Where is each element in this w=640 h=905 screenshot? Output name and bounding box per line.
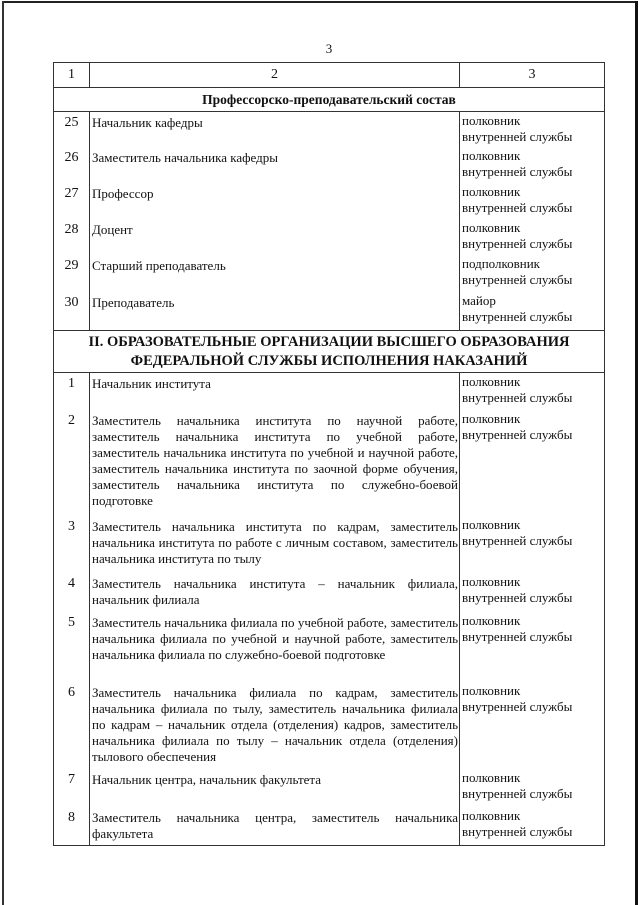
position-title: Начальник института	[90, 372, 460, 410]
table-row	[54, 807, 605, 845]
rank-service: внутренней службы	[462, 590, 573, 605]
rank-service: внутренней службы	[462, 129, 573, 144]
section-title-line-2: ФЕДЕРАЛЬНОЙ СЛУЖБЫ ИСПОЛНЕНИЯ НАКАЗАНИЙ	[130, 352, 528, 369]
section-heading-staff	[54, 88, 605, 112]
special-rank	[460, 769, 605, 807]
column-header-3: 3	[460, 63, 605, 88]
row-number: 3	[54, 516, 90, 573]
column-header-1: 1	[54, 63, 90, 88]
rank-name: полковник	[462, 184, 521, 199]
special-rank	[460, 807, 605, 845]
special-rank	[460, 183, 605, 219]
position-title: Начальник кафедры	[90, 112, 460, 148]
column-header-row	[54, 63, 605, 88]
table-row	[54, 147, 605, 183]
special-rank	[460, 255, 605, 292]
row-number: 4	[54, 573, 90, 612]
rank-service: внутренней службы	[462, 272, 573, 287]
rank-service: внутренней службы	[462, 824, 573, 839]
rank-name: полковник	[462, 683, 521, 698]
row-number: 7	[54, 769, 90, 807]
position-title: Заместитель начальника кафедры	[90, 147, 460, 183]
row-number: 8	[54, 807, 90, 845]
table-row	[54, 183, 605, 219]
row-number: 25	[54, 112, 90, 148]
position-title: Начальник центра, начальник факультета	[90, 769, 460, 807]
row-number: 26	[54, 147, 90, 183]
position-title: Доцент	[90, 219, 460, 255]
rank-service: внутренней службы	[462, 699, 573, 714]
rank-service: внутренней службы	[462, 427, 573, 442]
table-row	[54, 612, 605, 682]
position-title: Заместитель начальника института по научной работе, заместитель начальника института по учебной работе, заместитель начальника института по учебной и научной работе, заместитель начальника института по заочной форме обучения, заместитель начальника института по служебно-боевой подготовке	[90, 410, 460, 516]
row-number: 1	[54, 372, 90, 410]
table-row	[54, 682, 605, 769]
rank-name: полковник	[462, 770, 521, 785]
table-row	[54, 219, 605, 255]
rank-service: внутренней службы	[462, 533, 573, 548]
rank-name: полковник	[462, 574, 521, 589]
position-title: Заместитель начальника института по кадрам, заместитель начальника института по работе с личным составом, заместитель начальника института по тылу	[90, 516, 460, 573]
page-border-left	[2, 1, 4, 905]
table-row	[54, 112, 605, 148]
page-border-top	[2, 1, 636, 3]
section-title: Профессорско-преподавательский состав	[54, 88, 605, 112]
rank-name: полковник	[462, 113, 521, 128]
position-title: Заместитель начальника центра, заместитель начальника факультета	[90, 807, 460, 845]
rank-name: полковник	[462, 613, 521, 628]
row-number: 6	[54, 682, 90, 769]
row-number: 30	[54, 292, 90, 330]
rank-service: внутренней службы	[462, 200, 573, 215]
rank-name: полковник	[462, 148, 521, 163]
table-row	[54, 769, 605, 807]
rank-service: внутренней службы	[462, 786, 573, 801]
table-row	[54, 372, 605, 410]
table-row	[54, 410, 605, 516]
page-border-right	[635, 1, 638, 905]
row-number: 2	[54, 410, 90, 516]
special-rank	[460, 292, 605, 330]
special-rank	[460, 682, 605, 769]
rank-service: внутренней службы	[462, 389, 573, 405]
rank-name: майор	[462, 293, 496, 308]
table-row	[54, 516, 605, 573]
special-rank	[460, 612, 605, 682]
special-rank	[460, 573, 605, 612]
rank-name: подполковник	[462, 256, 540, 271]
special-rank	[460, 219, 605, 255]
rank-name: полковник	[462, 808, 521, 823]
table-row	[54, 255, 605, 292]
table-row	[54, 573, 605, 612]
rank-name: полковник	[462, 220, 521, 235]
special-rank	[460, 372, 605, 410]
page-number: 3	[325, 41, 333, 56]
special-rank	[460, 410, 605, 516]
position-title: Старший преподаватель	[90, 255, 460, 292]
rank-name: полковник	[462, 517, 521, 532]
position-title: Заместитель начальника филиала по учебной работе, заместитель начальника филиала по учебной и научной работе, заместитель начальника филиала по служебно-боевой подготовке	[90, 612, 460, 682]
special-rank	[460, 516, 605, 573]
rank-service: внутренней службы	[462, 164, 573, 179]
section-title	[54, 330, 605, 372]
rank-service: внутренней службы	[462, 309, 573, 324]
position-title: Заместитель начальника филиала по кадрам, заместитель начальника филиала по тылу, заместитель начальника филиала по кадрам – начальник отдела (отделения) кадров, заместитель начальника филиала по тылу – начальник отдела (отделения) тылового обеспечения	[90, 682, 460, 769]
row-number: 5	[54, 612, 90, 682]
special-rank	[460, 147, 605, 183]
row-number: 29	[54, 255, 90, 292]
rank-service: внутренней службы	[462, 236, 573, 251]
row-number: 27	[54, 183, 90, 219]
rank-name: полковник	[462, 411, 521, 426]
positions-table	[53, 62, 605, 846]
special-rank	[460, 112, 605, 148]
position-title: Заместитель начальника института – начальник филиала, начальник филиала	[90, 573, 460, 612]
position-title: Преподаватель	[90, 292, 460, 330]
rank-name: полковник	[462, 373, 521, 389]
section-title-line-1: II. ОБРАЗОВАТЕЛЬНЫЕ ОРГАНИЗАЦИИ ВЫСШЕГО ОБРАЗОВАНИЯ	[88, 333, 570, 350]
section-heading-ii	[54, 330, 605, 372]
column-header-2: 2	[90, 63, 460, 88]
table-row	[54, 292, 605, 330]
position-title: Профессор	[90, 183, 460, 219]
rank-service: внутренней службы	[462, 629, 573, 644]
row-number: 28	[54, 219, 90, 255]
